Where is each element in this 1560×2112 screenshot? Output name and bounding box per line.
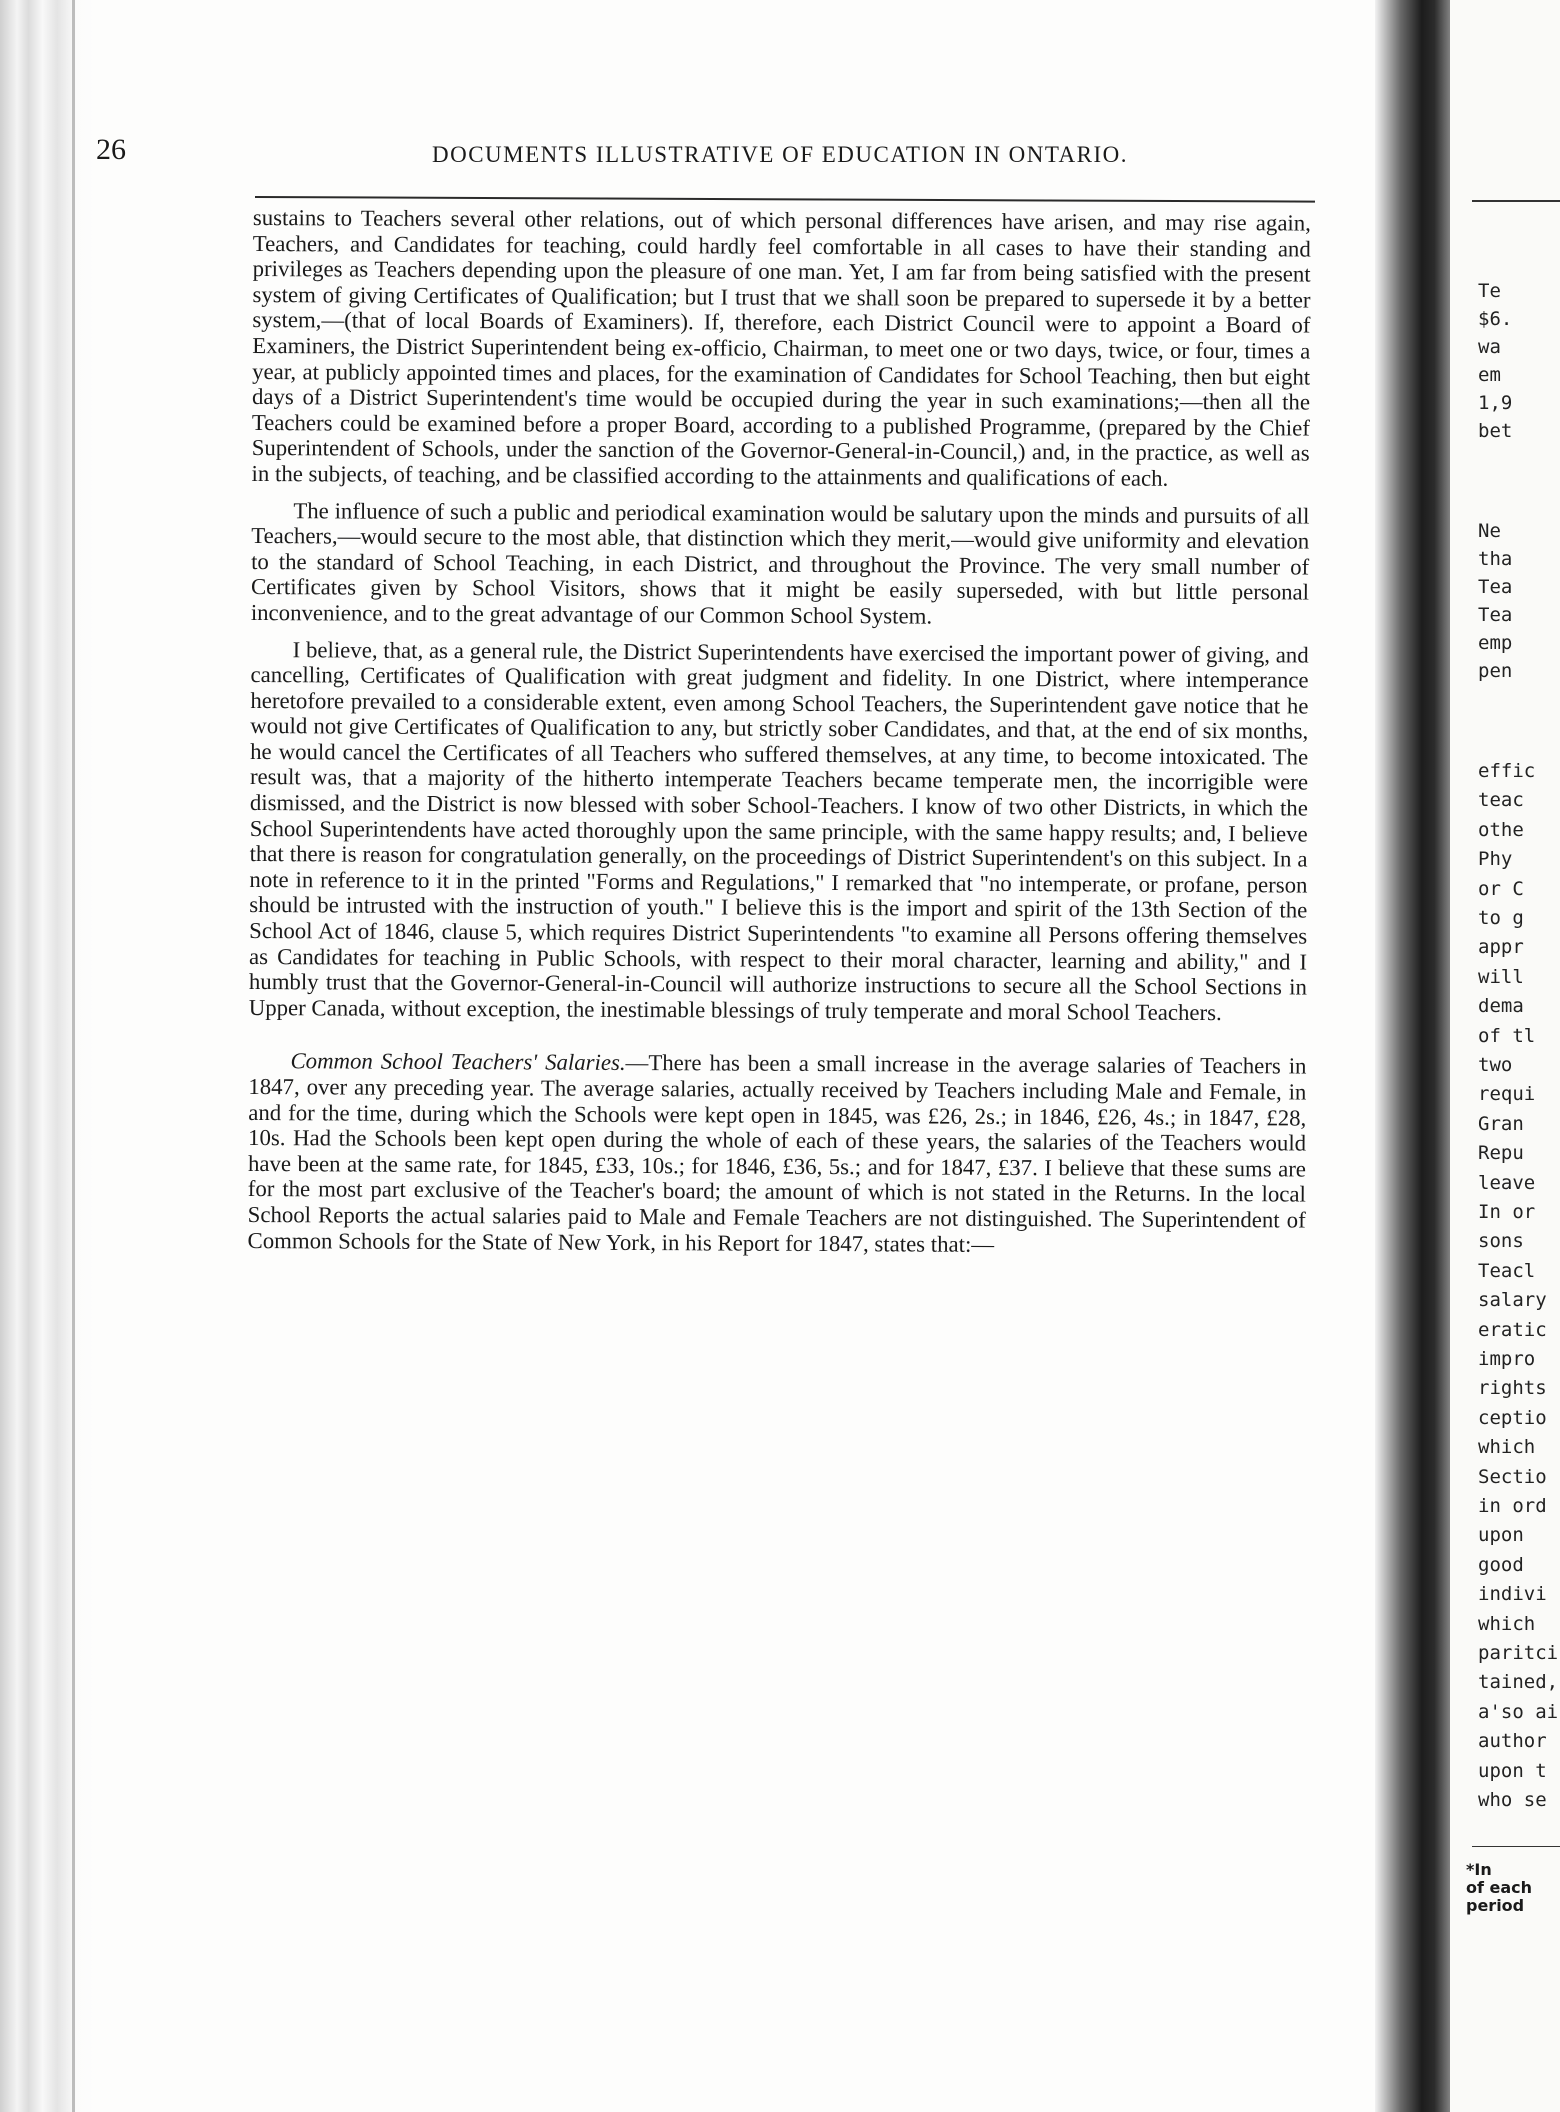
running-head: DOCUMENTS ILLUSTRATIVE OF EDUCATION IN ONTARIO. (432, 142, 1129, 167)
paragraph-3: I believe, that, as a general rule, the District Superintendents have exercised the important power of giving, and cancelling, Certificates of Qualification with great judgment and fidelity. In one District, where intemperance heretofore prevailed to a considerable extent, even among School Teachers, the Superintendent gave notice that he would not give Certificates of Qualification to any, but strictly sober Candidates, and that, at the end of six months, he would cancel the Certificates of all Teachers who suffered themselves, at any time, to become intoxicated. The result was, that a majority of the hitherto intemperate Teachers became temperate men, the incorrigible were dismissed, and the District is now blessed with sober School-Teachers. I know of two other Districts, in which the School Superintendents have acted thoroughly upon the same principle, with the same happy results; and, I believe that there is reason for congratulation generally, on the proceedings of District Superintendent's on this subject. In a note in reference to it in the printed "Forms and Regulations," I remarked that "no intemperate, or profane, person should be intrusted with the instruction of youth." I believe this is the import and spirit of the 13th Section of the School Act of 1846, clause 5, which requires District Superintendents "to examine all Persons offering themselves as Candidates for teaching in Public Schools, with respect to their moral character, learning and ability," and I humbly trust that the Governor-General-in-Council will authorize instructions to secure all the School Sections in Upper Canada, without exception, the inestimable blessings of truly temperate and moral School Teachers. (248, 636, 1309, 1025)
facing-page-line: Teacl (1478, 1259, 1536, 1282)
facing-page-line: Phy (1478, 848, 1513, 871)
facing-page-line: tained, (1478, 1671, 1559, 1694)
footnote-rule (1472, 1846, 1560, 1847)
facing-page-line: *In (1466, 1860, 1492, 1879)
facing-page-line: a'so ai (1478, 1700, 1559, 1723)
facing-page (1450, 0, 1560, 2112)
facing-page-line: Te (1478, 280, 1501, 302)
facing-page-line: upon t (1478, 1759, 1547, 1782)
facing-page-line: Tea (1478, 576, 1513, 598)
facing-page-line: of tl (1478, 1024, 1536, 1047)
facing-page-line: 1,9 (1478, 392, 1513, 414)
facing-page-line: $6. (1478, 308, 1513, 330)
facing-page-line: indivi (1478, 1583, 1547, 1606)
facing-page-line: which (1478, 1612, 1536, 1635)
facing-page-line: leave (1478, 1171, 1536, 1194)
facing-page-line: emp (1478, 632, 1513, 654)
facing-page-line: dema (1478, 995, 1524, 1018)
facing-page-line: author (1478, 1730, 1547, 1753)
paragraph-salaries (248, 1048, 1307, 1258)
facing-page-line: em (1478, 364, 1501, 386)
facing-page-line: rights (1478, 1377, 1547, 1400)
facing-page-line: good (1478, 1553, 1524, 1576)
facing-page-line: of each (1466, 1878, 1533, 1897)
facing-page-line: requi (1478, 1083, 1536, 1106)
facing-page-line: who se (1478, 1789, 1547, 1811)
facing-page-line: period (1466, 1896, 1525, 1915)
facing-page-line: ceptio (1478, 1406, 1547, 1429)
facing-page-line: sons (1478, 1230, 1524, 1253)
facing-page-line: teac (1478, 789, 1524, 812)
paragraph-1: sustains to Teachers several other relations, out of which personal differences have arisen, and may rise again, Teachers, and Candidates for teaching, could hardly feel comfortable in all cases to have their standing and privileges as Teachers depending upon the pleasure of one man. Yet, I am far from being satisfied with the present system of giving Certificates of Qualification; but I trust that we shall soon be prepared to supersede it by a better system,—(that of local Boards of Examiners). If, therefore, each District Council were to appoint a Board of Examiners, the District Superintendent being ex-officio, Chairman, to meet one or two days, twice, or four, times a year, at publicly appointed times and places, for the examination of Candidates for School Teaching, then but eight days of a District Superintendent's time would be occupied during the year in such examinations;—then all the Teachers could be examined before a proper Board, according to a published Programme, (prepared by the Chief Superintendent of Schools, under the sanction of the Governor-General-in-Council,) and, in the practice, as well as in the subjects, of teaching, and be classified according to the attainments and qualifications of each. (251, 205, 1311, 491)
facing-page-line: In or (1478, 1201, 1536, 1223)
facing-page-line: Tea (1478, 604, 1513, 626)
facing-page-line: to g (1478, 907, 1524, 929)
facing-page-line: two (1478, 1054, 1513, 1076)
facing-page-line: will (1478, 965, 1524, 988)
facing-page-line: Sectio (1478, 1465, 1547, 1488)
facing-page-line: eratic (1478, 1318, 1547, 1341)
facing-page-line: which (1478, 1436, 1536, 1459)
facing-page-line: bet (1478, 420, 1513, 442)
facing-page-line: wa (1478, 336, 1501, 358)
body-text (247, 205, 1311, 1270)
facing-page-line: appr (1478, 936, 1524, 959)
paragraph-2: The influence of such a public and periodical examination would be salutary upon the minds and pursuits of all Teachers,—would secure to the most able, that distinction which they merit,—would give uniformity and elevation to the standard of School Teaching, in each District, and throughout the Province. The very small number of Certificates given by School Visitors, shows that it might be easily superseded, with but little personal inconvenience, and to the great advantage of our Common School System. (250, 497, 1310, 629)
salaries-text: —There has been a small increase in the average salaries of Teachers in 1847, over any preceding year. The average salaries, actually received by Teachers including Male and Female, in and for the time, during which the Schools were kept open in 1845, was £26, 2s.; in 1846, £26, 4s.; in 1847, £28, 10s. Had the Schools been kept open during the whole of each of these years, the salaries of the Teachers would have been at the same rate, for 1845, £33, 10s.; for 1846, £36, 5s.; and for 1847, £37. I believe that these sums are for the most part exclusive of the Teacher's board; the amount of which is not stated in the Returns. In the local School Reports the actual salaries paid to Male and Female Teachers are not distinguished. The Superintendent of Common Schools for the State of New York, in his Report for 1847, states that:— (247, 1050, 1307, 1257)
book-gutter (1375, 0, 1460, 2112)
facing-page-line: Gran (1478, 1112, 1524, 1135)
facing-page-line: effic (1478, 760, 1536, 782)
facing-page-line: Repu (1478, 1142, 1524, 1165)
facing-page-line: salary (1478, 1289, 1547, 1312)
facing-page-line: impro (1478, 1348, 1536, 1370)
left-page-edge (0, 0, 95, 2112)
facing-page-line: pen (1478, 660, 1513, 682)
facing-page-line: paritci (1478, 1642, 1559, 1664)
facing-page-line: or C (1478, 877, 1524, 900)
facing-page-rule (1472, 200, 1560, 202)
section-heading: Common School Teachers' Salaries. (290, 1048, 626, 1076)
page-number: 26 (96, 133, 126, 166)
facing-page-line: in ord (1478, 1495, 1547, 1517)
facing-page-line: Ne (1478, 520, 1501, 542)
facing-page-line: tha (1478, 548, 1513, 570)
page-edge-line (72, 0, 75, 2112)
facing-page-line: othe (1478, 818, 1524, 841)
facing-page-line: upon (1478, 1524, 1524, 1547)
